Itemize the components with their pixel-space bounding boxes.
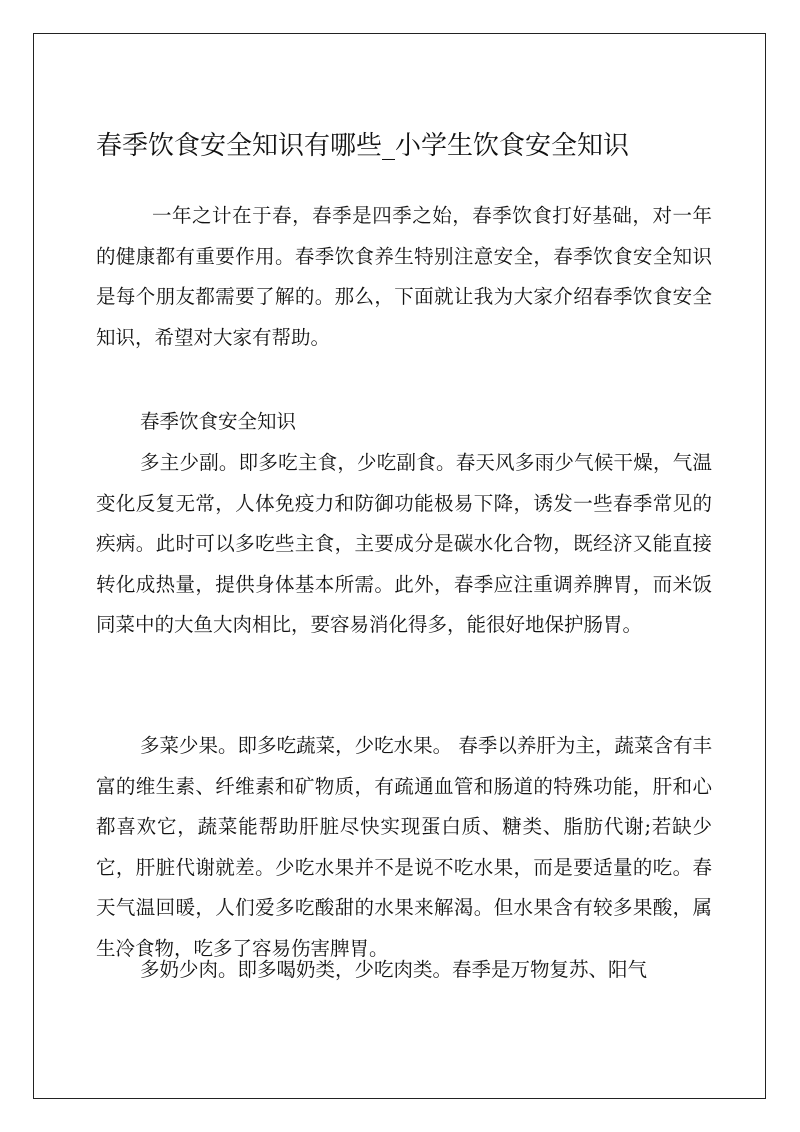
body-paragraph-vegetables: 多菜少果。即多吃蔬菜，少吃水果。 春季以养肝为主，蔬菜含有丰富的维生素、纤维素和矿物质，有疏通血管和肠道的特殊功能，肝和心都喜欢它，蔬菜能帮助肝脏尽快实现蛋白质、糖类、脂肪代谢;若缺少它，肝脏代谢就差。少吃水果并不是说不吃水果，而是要适量的吃。春天气温回暖，人们爱多吃酸甜的水果来解渴。但水果含有较多果酸，属生冷食物，吃多了容易伤害脾胃。 <box>96 734 712 960</box>
body-paragraph-milk: 多奶少肉。即多喝奶类，少吃肉类。春季是万物复苏、阳气 <box>140 958 648 981</box>
document-title: 春季饮食安全知识有哪些_小学生饮食安全知识 <box>96 131 630 161</box>
section-heading: 春季饮食安全知识 <box>140 410 297 433</box>
intro-paragraph: 一年之计在于春，春季是四季之始，春季饮食打好基础，对一年的健康都有重要作用。春季饮食养生特别注意安全，春季饮食安全知识是每个朋友都需要了解的。那么，下面就让我为大家介绍春季饮食安全知识，希望对大家有帮助。 <box>96 204 712 349</box>
body-paragraph-staple-food: 多主少副。即多吃主食，少吃副食。春天风多雨少气候干燥，气温变化反复无常，人体免疫力和防御功能极易下降，诱发一些春季常见的疾病。此时可以多吃些主食，主要成分是碳水化合物，既经济又能直接转化成热量，提供身体基本所需。此外，春季应注重调养脾胃，而米饭同菜中的大鱼大肉相比，要容易消化得多，能很好地保护肠胃。 <box>96 451 712 636</box>
